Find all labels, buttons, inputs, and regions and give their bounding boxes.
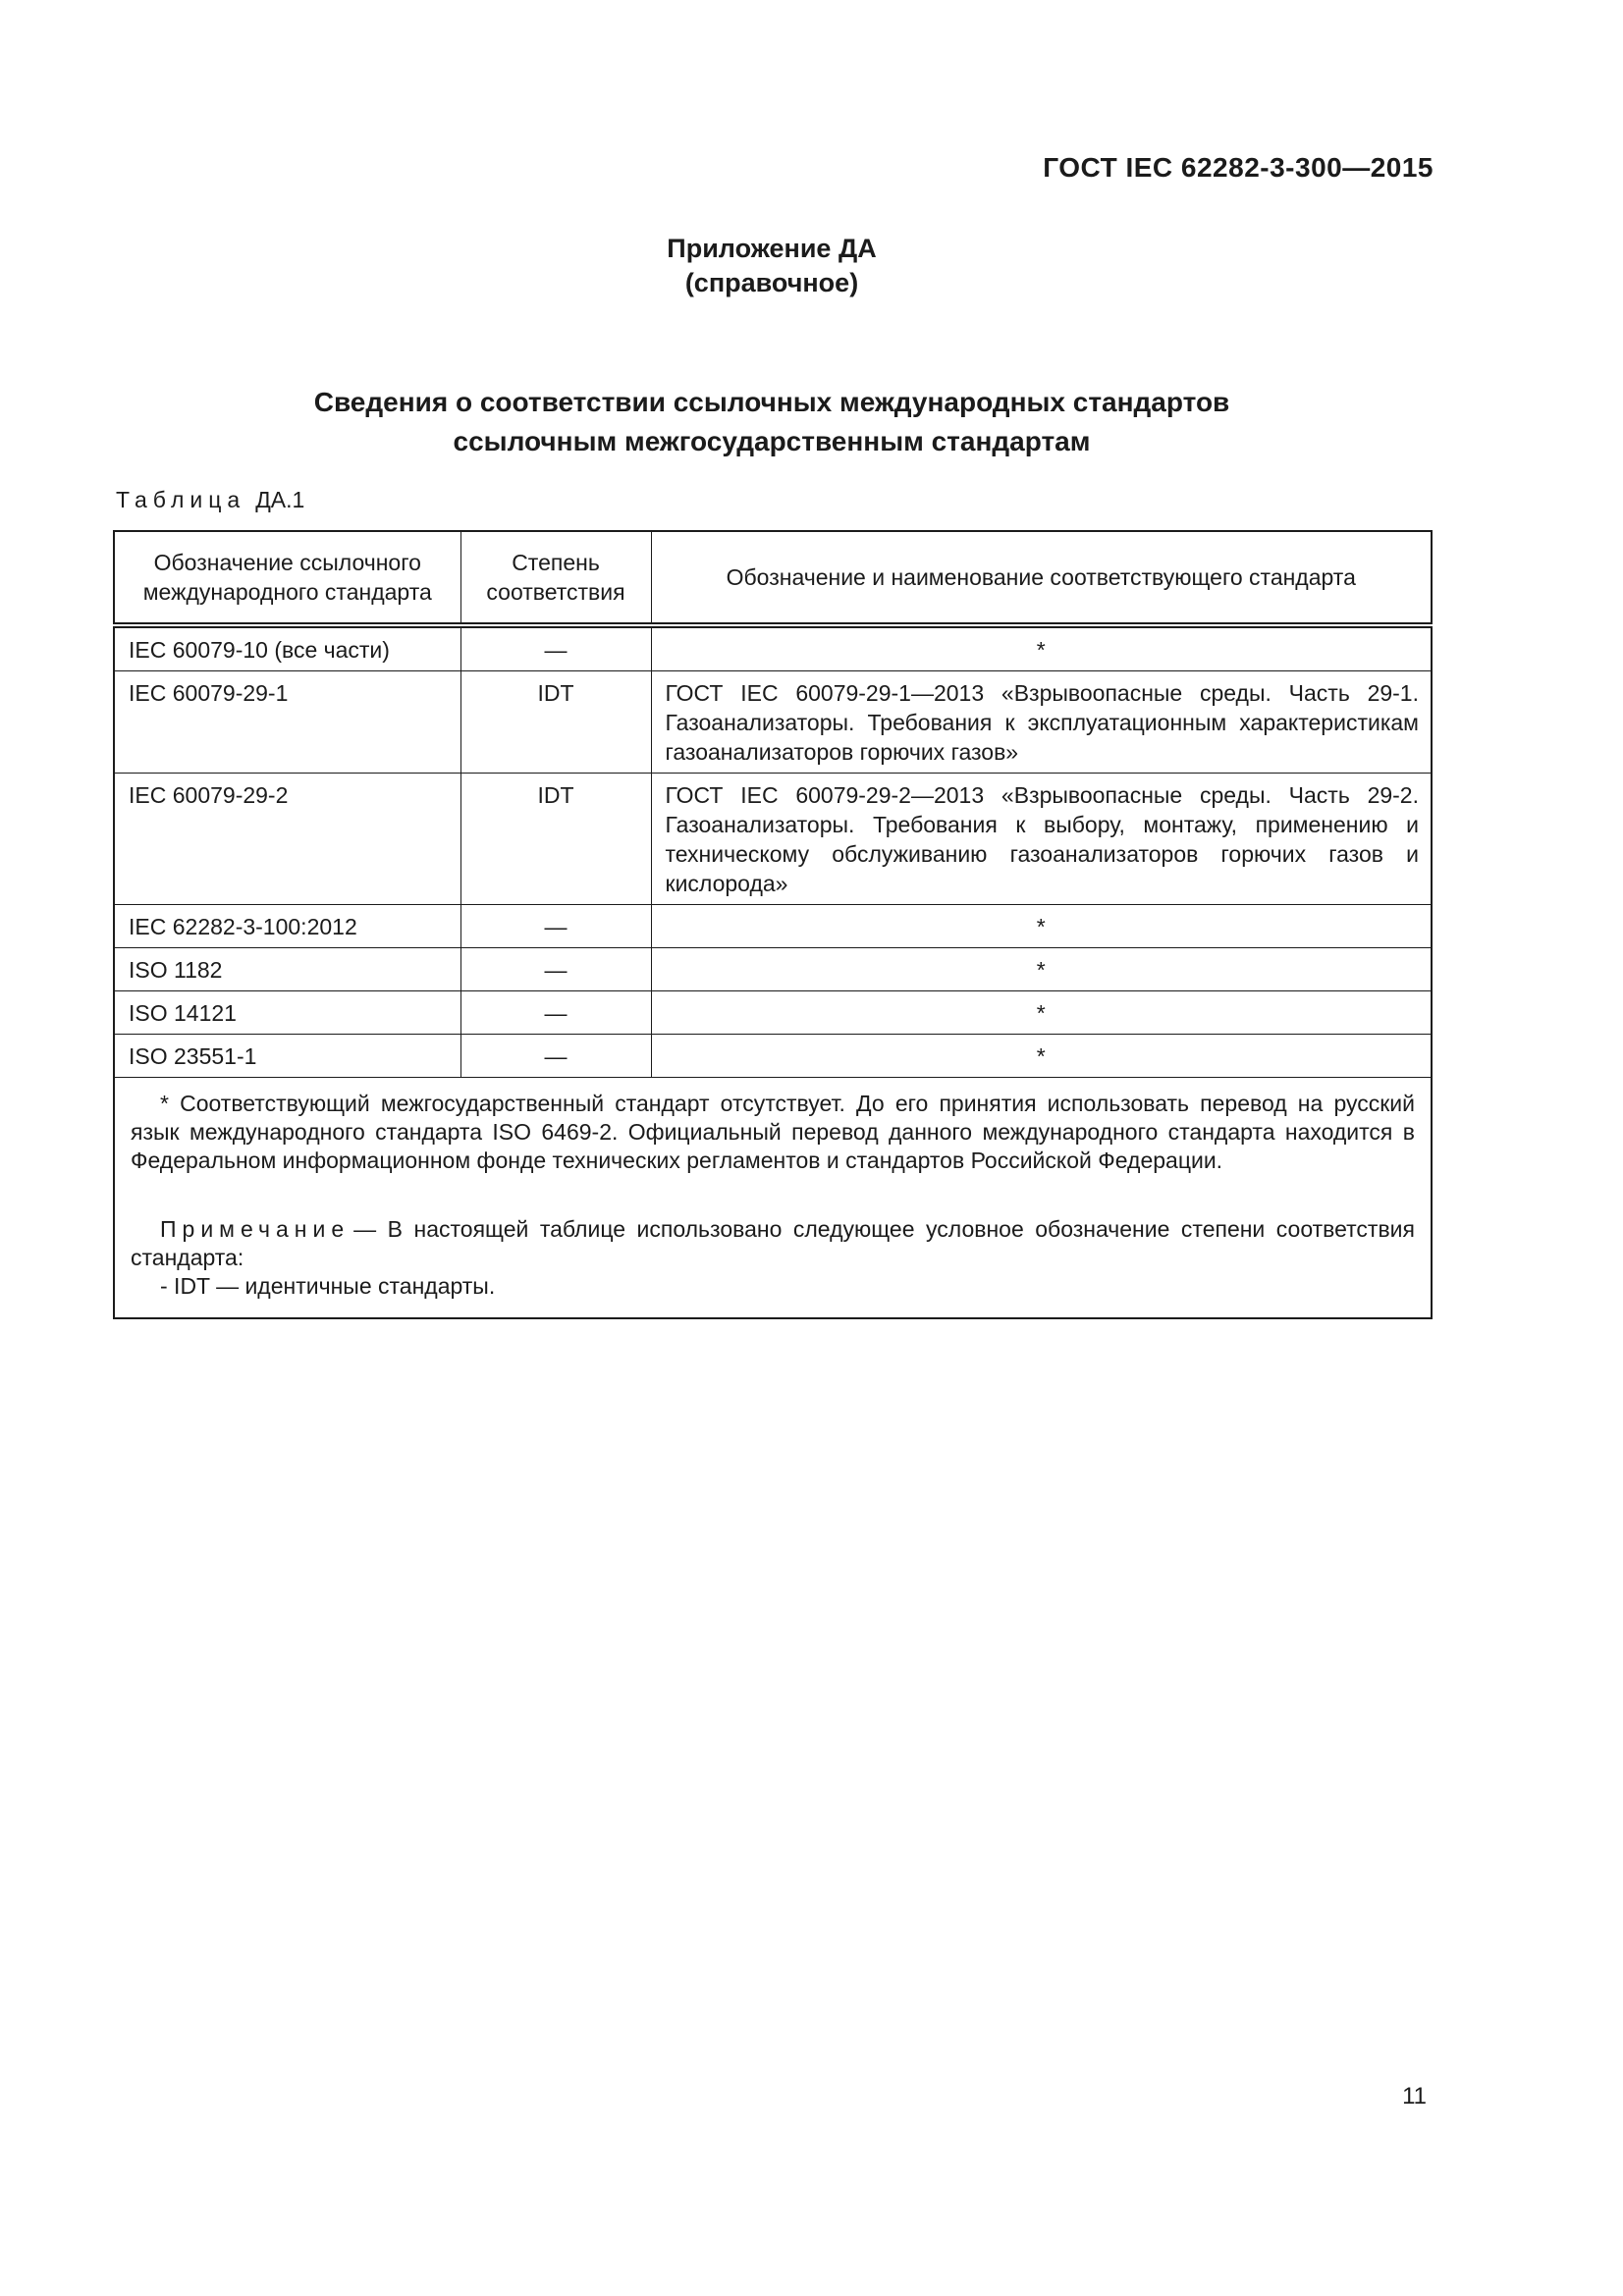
column-header-degree: Степень соответствия (460, 531, 651, 625)
correspondence-cell: * (651, 948, 1432, 991)
appendix-label: Приложение ДА (667, 234, 877, 263)
column-header-standard: Обозначение ссылочного международного стандарта (114, 531, 460, 625)
appendix-title-block (113, 232, 1431, 300)
footnote-cell (114, 1078, 1432, 1319)
note-item: - IDT — идентичные стандарты. (160, 1273, 496, 1299)
standard-cell: ISO 23551-1 (114, 1035, 460, 1078)
standard-cell: ISO 14121 (114, 991, 460, 1035)
standard-cell: ISO 1182 (114, 948, 460, 991)
appendix-heading-line1: Сведения о соответствии ссылочных международных стандартов (313, 387, 1230, 417)
table-footnote-row (114, 1078, 1432, 1319)
correspondence-cell: * (651, 1035, 1432, 1078)
appendix-heading (113, 383, 1431, 461)
table-row (114, 1035, 1432, 1078)
table-row (114, 625, 1432, 671)
standard-cell: IEC 60079-29-2 (114, 774, 460, 905)
degree-cell: — (460, 991, 651, 1035)
table-row (114, 948, 1432, 991)
appendix-kind: (справочное) (684, 268, 859, 297)
table-row (114, 774, 1432, 905)
table-header-row (114, 531, 1432, 625)
correspondence-table (113, 530, 1433, 1319)
standard-cell: IEC 60079-10 (все части) (114, 625, 460, 671)
degree-cell: — (460, 905, 651, 948)
correspondence-cell: ГОСТ IEC 60079-29-1—2013 «Взрывоопасные среды. Часть 29-1. Газоанализаторы. Требования к эксплуатационным характеристикам газоанализаторов горючих газов» (651, 671, 1432, 774)
table-caption (116, 487, 304, 512)
column-header-correspondence: Обозначение и наименование соответствующего стандарта (651, 531, 1432, 625)
degree-cell: — (460, 625, 651, 671)
note-label: Примечание (160, 1216, 351, 1242)
degree-cell: — (460, 948, 651, 991)
standard-cell: IEC 62282-3-100:2012 (114, 905, 460, 948)
degree-cell: IDT (460, 671, 651, 774)
footnote-text: * Соответствующий межгосударственный стандарт отсутствует. До его принятия использовать перевод на русский язык международного стандарта ISO 6469-2. Официальный перевод данного международного стандарта находится в Федеральном информационном фонде технических регламентов и стандартов Российской Федерации. (131, 1091, 1415, 1173)
document-header-designation: ГОСТ IEC 62282-3-300—2015 (1043, 152, 1434, 183)
table-row (114, 671, 1432, 774)
standard-cell: IEC 60079-29-1 (114, 671, 460, 774)
correspondence-cell: * (651, 905, 1432, 948)
page-number: 11 (1402, 2083, 1427, 2109)
correspondence-cell: * (651, 625, 1432, 671)
correspondence-cell: * (651, 991, 1432, 1035)
appendix-heading-line2: ссылочным межгосударственным стандартам (453, 426, 1091, 456)
correspondence-cell: ГОСТ IEC 60079-29-2—2013 «Взрывоопасные среды. Часть 29-2. Газоанализаторы. Требования к выбору, монтажу, применению и техническому обслуживанию газоанализаторов горючих газов и кислорода» (651, 774, 1432, 905)
table-caption-number: ДА.1 (255, 487, 305, 512)
table-caption-word: Таблица (116, 487, 246, 512)
degree-cell: — (460, 1035, 651, 1078)
degree-cell: IDT (460, 774, 651, 905)
table-row (114, 905, 1432, 948)
table-row (114, 991, 1432, 1035)
note-paragraph (131, 1215, 1415, 1272)
note-text: — В настоящей таблице использовано следующее условное обозначение степени соответствия стандарта: (131, 1216, 1415, 1270)
